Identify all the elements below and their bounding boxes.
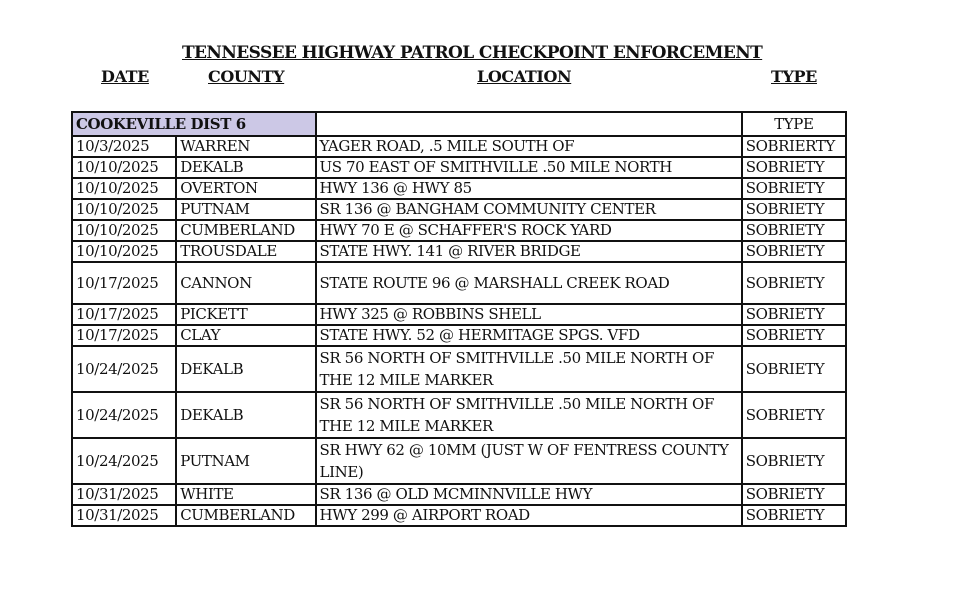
location-cell: STATE HWY. 141 @ RIVER BRIDGE [316,241,742,262]
table-row [72,157,846,178]
type-cell: SOBRIETY [742,346,846,392]
location-cell: STATE ROUTE 96 @ MARSHALL CREEK ROAD [316,262,742,304]
county-cell: PUTNAM [176,199,315,220]
county-cell: DEKALB [176,157,315,178]
table-row [72,178,846,199]
location-column-header: LOCATION [477,67,572,86]
type-cell: SOBRIETY [742,178,846,199]
county-column-header: COUNTY [208,67,285,86]
location-cell: US 70 EAST OF SMITHVILLE .50 MILE NORTH [316,157,742,178]
type-cell: SOBRIETY [742,325,846,346]
county-cell: CUMBERLAND [176,220,315,241]
location-cell: STATE HWY. 52 @ HERMITAGE SPGS. VFD [316,325,742,346]
date-cell: 10/17/2025 [72,304,176,325]
type-cell: SOBRIETY [742,484,846,505]
table-row [72,346,846,392]
location-cell: SR 56 NORTH OF SMITHVILLE .50 MILE NORTH OF THE 12 MILE MARKER [316,392,742,438]
table-row [72,241,846,262]
type-column-header: TYPE [771,67,817,86]
table-row [72,392,846,438]
location-cell: HWY 136 @ HWY 85 [316,178,742,199]
location-cell: YAGER ROAD, .5 MILE SOUTH OF [316,136,742,157]
location-cell: HWY 70 E @ SCHAFFER'S ROCK YARD [316,220,742,241]
table-row [72,325,846,346]
type-cell: SOBRIETY [742,199,846,220]
table-row [72,262,846,304]
county-cell: CUMBERLAND [176,505,315,526]
county-cell: OVERTON [176,178,315,199]
date-cell: 10/17/2025 [72,262,176,304]
date-cell: 10/31/2025 [72,484,176,505]
date-cell: 10/10/2025 [72,241,176,262]
table-row [72,199,846,220]
date-cell: 10/3/2025 [72,136,176,157]
type-cell: SOBRIETY [742,262,846,304]
type-cell: SOBRIETY [742,304,846,325]
table-row [72,304,846,325]
date-cell: 10/24/2025 [72,438,176,484]
county-cell: PUTNAM [176,438,315,484]
date-column-header: DATE [101,67,149,86]
table-row [72,505,846,526]
district-blank-cell [316,112,742,136]
table-row [72,438,846,484]
county-cell: TROUSDALE [176,241,315,262]
table-row [72,484,846,505]
district-type-header: TYPE [742,112,846,136]
date-cell: 10/10/2025 [72,199,176,220]
date-cell: 10/24/2025 [72,346,176,392]
county-cell: PICKETT [176,304,315,325]
type-cell: SOBRIETY [742,505,846,526]
type-cell: SOBRIETY [742,438,846,484]
date-cell: 10/10/2025 [72,220,176,241]
location-cell: SR 56 NORTH OF SMITHVILLE .50 MILE NORTH OF THE 12 MILE MARKER [316,346,742,392]
district-name: COOKEVILLE DIST 6 [72,112,316,136]
county-cell: DEKALB [176,346,315,392]
location-cell: HWY 299 @ AIRPORT ROAD [316,505,742,526]
county-cell: WARREN [176,136,315,157]
date-cell: 10/31/2025 [72,505,176,526]
location-cell: SR 136 @ BANGHAM COMMUNITY CENTER [316,199,742,220]
location-cell: SR HWY 62 @ 10MM (JUST W OF FENTRESS COUNTY LINE) [316,438,742,484]
type-cell: SOBRIERTY [742,136,846,157]
document-title: TENNESSEE HIGHWAY PATROL CHECKPOINT ENFORCEMENT [182,43,763,63]
type-cell: SOBRIETY [742,392,846,438]
table-row [72,220,846,241]
type-cell: SOBRIETY [742,157,846,178]
location-cell: SR 136 @ OLD MCMINNVILLE HWY [316,484,742,505]
district-header-row [72,112,846,136]
county-cell: CLAY [176,325,315,346]
type-cell: SOBRIETY [742,241,846,262]
table-row [72,136,846,157]
date-cell: 10/17/2025 [72,325,176,346]
date-cell: 10/10/2025 [72,178,176,199]
type-cell: SOBRIETY [742,220,846,241]
county-cell: CANNON [176,262,315,304]
location-cell: HWY 325 @ ROBBINS SHELL [316,304,742,325]
county-cell: WHITE [176,484,315,505]
county-cell: DEKALB [176,392,315,438]
checkpoint-table [71,111,847,527]
date-cell: 10/24/2025 [72,392,176,438]
date-cell: 10/10/2025 [72,157,176,178]
